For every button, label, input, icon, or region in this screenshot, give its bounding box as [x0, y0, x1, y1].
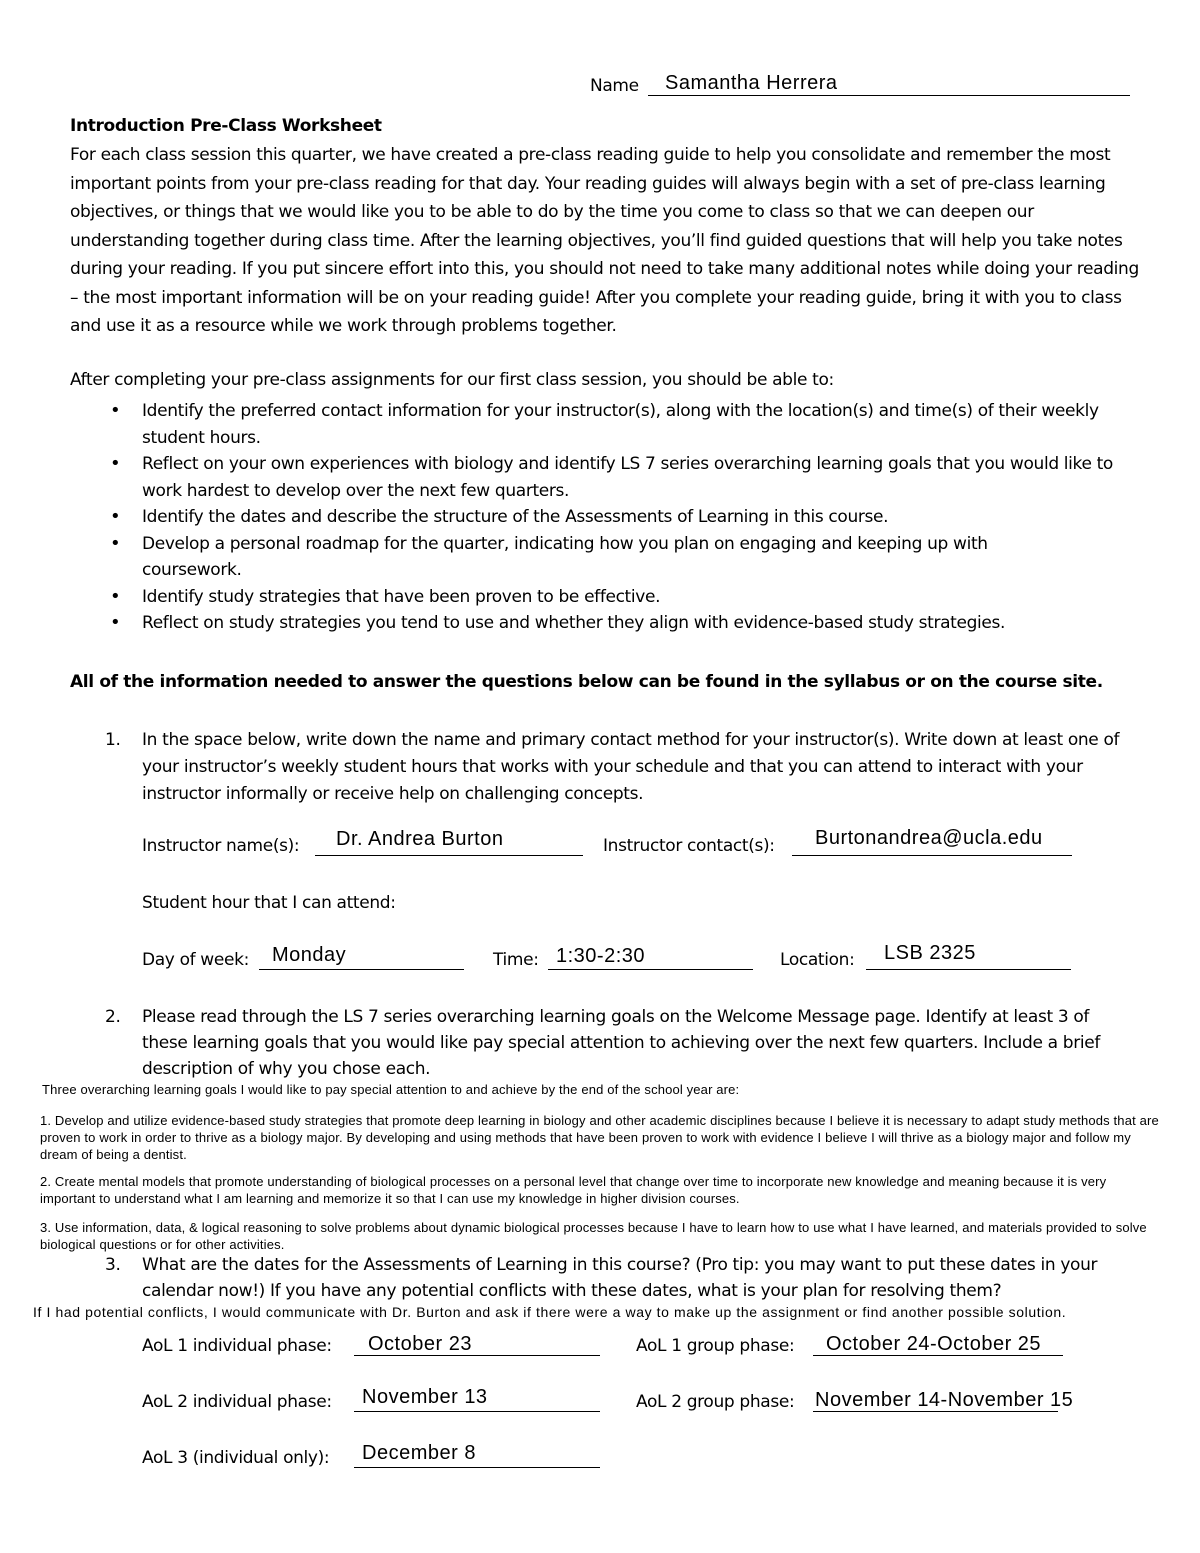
question-text: In the space below, write down the name and primary contact method for your instructor(s). Write down at least one of your instructor’s weekly student hours that works with your schedule and that you can attend to interact with your instructor informally or receive help on challenging concepts.	[142, 730, 1120, 804]
location-underline	[866, 969, 1071, 970]
aol1-individual-label: AoL 1 individual phase:	[142, 1336, 332, 1356]
q2-answer-intro: Three overarching learning goals I would like to pay special attention to and achieve by the end of the school year are:	[42, 1082, 740, 1097]
aol2-individual-underline	[354, 1411, 600, 1412]
question-1	[105, 727, 1125, 808]
question-2	[105, 1004, 1125, 1082]
time-label: Time:	[493, 950, 539, 970]
aol1-individual-underline	[354, 1355, 600, 1356]
aol3-underline	[354, 1467, 600, 1468]
objective-item: • Reflect on your own experiences with biology and identify LS 7 series overarching learning goals that you would like to work hardest to develop over the next few quarters.	[70, 451, 1142, 504]
location-label: Location:	[780, 950, 855, 970]
instructor-contact-label: Instructor contact(s):	[603, 836, 775, 856]
objective-item: • Develop a personal roadmap for the quarter, indicating how you plan on engaging and keeping up with coursework.	[70, 531, 1062, 584]
time-underline	[548, 969, 753, 970]
student-hour-label: Student hour that I can attend:	[142, 893, 396, 913]
q3-answer: If I had potential conflicts, I would communicate with Dr. Burton and ask if there were a way to make up the assignment or find another possible solution.	[33, 1304, 1067, 1320]
aol2-group-label: AoL 2 group phase:	[636, 1392, 795, 1412]
aol3-value: December 8	[362, 1442, 476, 1464]
aol1-individual-value: October 23	[368, 1333, 472, 1355]
q2-answer-item: 3. Use information, data, & logical reasoning to solve problems about dynamic biological processes because I have to learn how to use what I have learned, and materials provided to solve biological questions or for other activities.	[40, 1220, 1147, 1252]
worksheet-title: Introduction Pre-Class Worksheet	[70, 116, 382, 136]
question-3	[105, 1252, 1125, 1304]
instructor-contact-underline	[792, 855, 1072, 856]
objective-item: • Identify the preferred contact information for your instructor(s), along with the location(s) and time(s) of their weekly student hours.	[70, 398, 1142, 451]
time-value: 1:30-2:30	[556, 945, 646, 967]
instructor-name-underline	[315, 855, 583, 856]
question-text: What are the dates for the Assessments of Learning in this course? (Pro tip: you may want to put these dates in your calendar now!) If you have any potential conflicts with these dates, what is your plan for resolving them?	[142, 1255, 1098, 1301]
instructor-contact-value: Burtonandrea@ucla.edu	[815, 827, 1043, 849]
question-text: Please read through the LS 7 series overarching learning goals on the Welcome Message page. Identify at least 3 of these learning goals that you would like pay special attention to achieving over the next few quarters. Include a brief description of why you chose each.	[142, 1007, 1100, 1079]
name-value: Samantha Herrera	[665, 72, 838, 94]
aol1-group-value: October 24-October 25	[826, 1333, 1042, 1355]
question-number: 3.	[105, 1255, 121, 1275]
question-number: 2.	[105, 1007, 121, 1027]
instructor-name-value: Dr. Andrea Burton	[336, 828, 504, 850]
day-of-week-value: Monday	[272, 944, 347, 966]
objective-item: • Reflect on study strategies you tend to use and whether they align with evidence-based study strategies.	[70, 610, 1142, 637]
day-of-week-label: Day of week:	[142, 950, 249, 970]
intro-paragraph: For each class session this quarter, we have created a pre-class reading guide to help you consolidate and remember the most important points from your pre-class reading for that day. Your reading guides will always begin with a set of pre-class learning objectives, or things that we would like you to be able to do by the time you come to class so that we can deepen our understanding together during class time. After the learning objectives, you’ll find guided questions that will help you take notes during your reading. If you put sincere effort into this, you should not need to take many additional notes while doing your reading – the most important information will be on your reading guide! After you complete your reading guide, bring it with you to class and use it as a resource while we work through problems together.	[70, 145, 1139, 336]
aol2-group-value: November 14-November 15	[815, 1389, 1074, 1411]
aol1-group-underline	[813, 1355, 1063, 1356]
question-number: 1.	[105, 730, 121, 750]
name-underline	[648, 95, 1130, 96]
instructor-name-label: Instructor name(s):	[142, 836, 300, 856]
objectives-lead: After completing your pre-class assignments for our first class session, you should be able to:	[70, 370, 834, 390]
aol3-label: AoL 3 (individual only):	[142, 1448, 330, 1468]
objective-item: • Identify study strategies that have been proven to be effective.	[70, 584, 1142, 611]
name-label: Name	[590, 76, 639, 96]
day-of-week-underline	[259, 969, 464, 970]
aol2-group-underline	[813, 1411, 1058, 1412]
q2-answer-item: 2. Create mental models that promote understanding of biological processes on a personal level that change over time to incorporate new knowledge and meaning because it is very important to understand what I am learning and memorize it so that I can use my knowledge in higher division courses.	[40, 1174, 1107, 1206]
notice-text: All of the information needed to answer the questions below can be found in the syllabus or on the course site.	[70, 672, 1103, 692]
aol1-group-label: AoL 1 group phase:	[636, 1336, 795, 1356]
aol2-individual-value: November 13	[362, 1386, 488, 1408]
objective-item: • Identify the dates and describe the structure of the Assessments of Learning in this course.	[70, 504, 1142, 531]
q2-answer-item: 1. Develop and utilize evidence-based study strategies that promote deep learning in biology and other academic disciplines because I believe it is necessary to adapt study methods that are proven to work in order to thrive as a biology major. By developing and using methods that have been proven to work with evidence I believe I will thrive as a biology major and follow my dream of being a dentist.	[40, 1113, 1159, 1162]
aol2-individual-label: AoL 2 individual phase:	[142, 1392, 332, 1412]
objectives-list	[70, 398, 1142, 637]
location-value: LSB 2325	[884, 942, 976, 964]
